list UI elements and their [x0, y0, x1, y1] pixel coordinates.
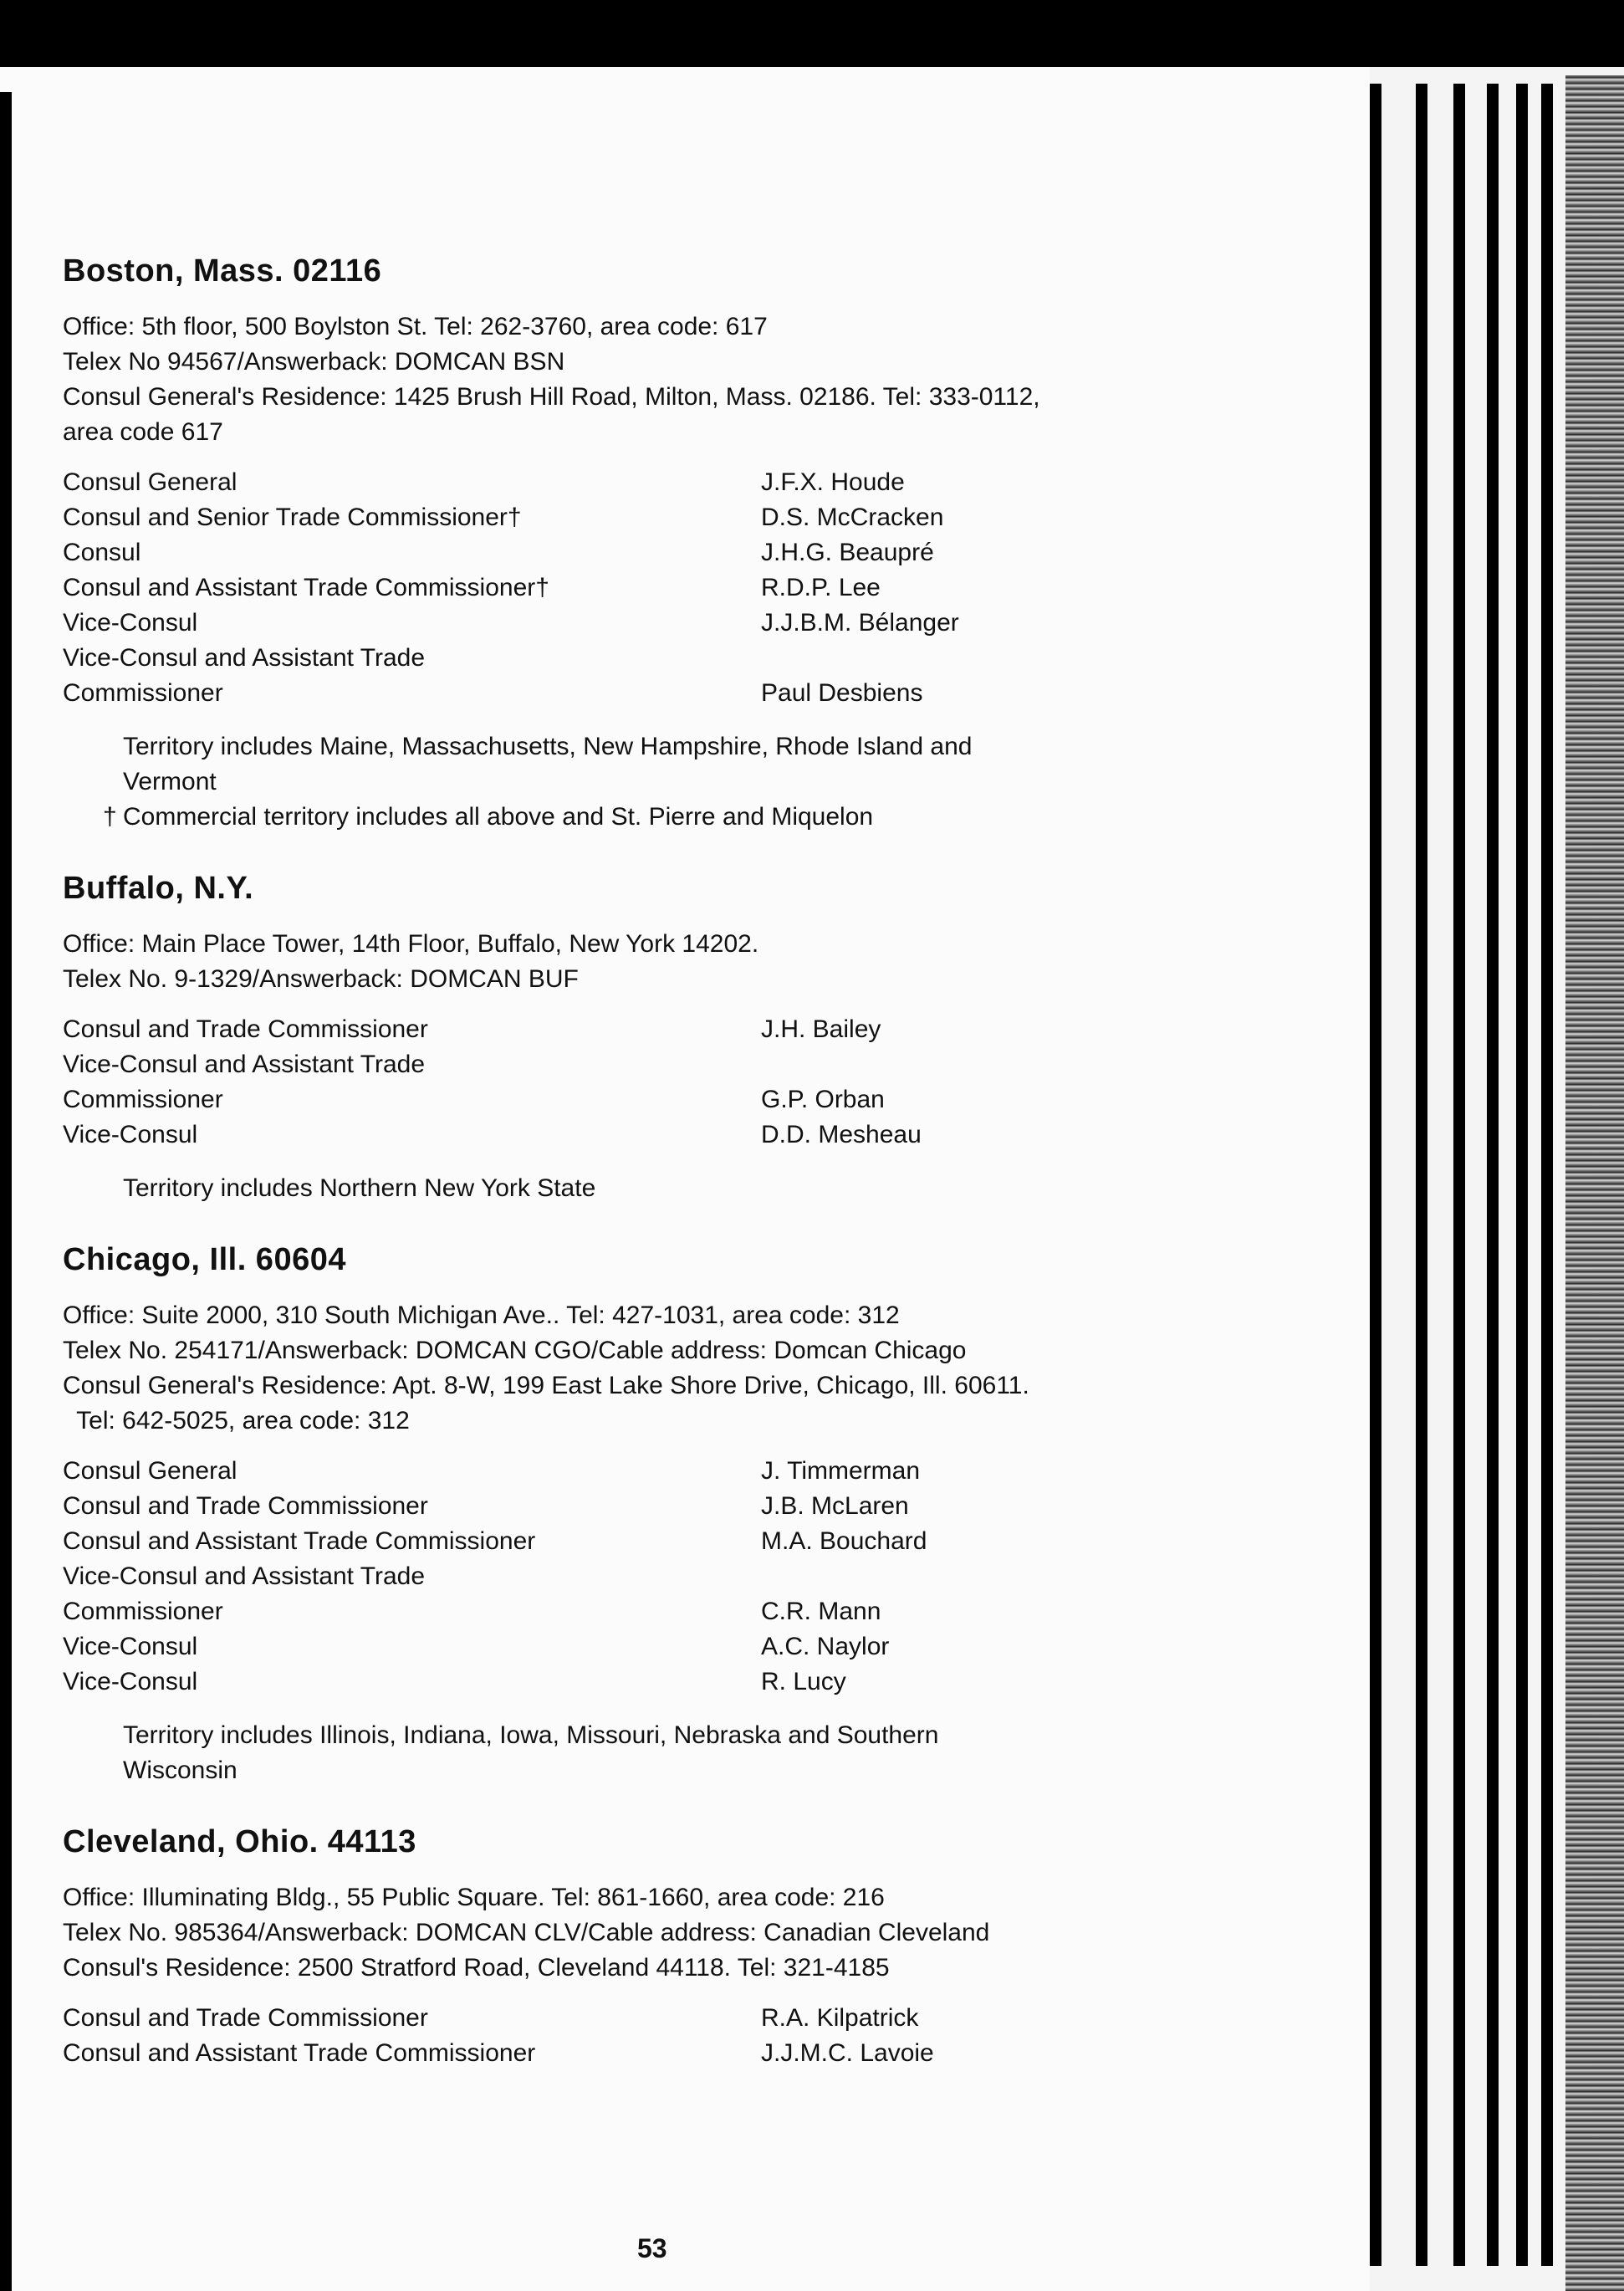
staff-name: R. Lucy [761, 1668, 846, 1695]
info-line: Telex No 94567/Answerback: DOMCAN BSN [63, 348, 565, 376]
staff-title: Consul and Assistant Trade Commissioner [63, 1527, 536, 1555]
staff-name: J.J.B.M. Bélanger [761, 609, 959, 637]
staff-title: Vice-Consul [63, 609, 198, 637]
territory-note: Territory includes Northern New York State [123, 1174, 596, 1202]
section-heading: Buffalo, N.Y. [63, 871, 254, 906]
book-page-stack [1370, 67, 1624, 2291]
staff-title: Vice-Consul and Assistant Trade [63, 644, 426, 672]
staff-name: D.S. McCracken [761, 504, 944, 531]
info-line: Consul's Residence: 2500 Stratford Road, Cleveland 44118. Tel: 321-4185 [63, 1954, 890, 1982]
info-line: Telex No. 9-1329/Answerback: DOMCAN BUF [63, 965, 579, 993]
territory-note: Territory includes Maine, Massachusetts, New Hampshire, Rhode Island and [123, 733, 973, 760]
staff-title: Vice-Consul [63, 1668, 198, 1695]
dagger-mark: † [103, 803, 117, 831]
staff-name: J. Timmerman [761, 1457, 921, 1485]
staff-row [63, 606, 1250, 641]
section-heading: Chicago, Ill. 60604 [63, 1242, 346, 1277]
info-line: Office: Illuminating Bldg., 55 Public Square. Tel: 861-1660, area code: 216 [63, 1884, 885, 1911]
section-chicago [63, 1240, 1250, 1788]
staff-name [761, 1559, 1250, 1594]
staff-list [63, 465, 1250, 711]
staff-row [63, 1012, 1250, 1047]
staff-row [63, 1524, 1250, 1559]
info-line: Telex No. 985364/Answerback: DOMCAN CLV/Cable address: Canadian Cleveland [63, 1919, 990, 1946]
staff-name: J.B. McLaren [761, 1492, 909, 1520]
info-line: area code 617 [63, 418, 223, 446]
staff-list [63, 2001, 1250, 2071]
section-cleveland [63, 1822, 1250, 2071]
staff-name: R.A. Kilpatrick [761, 2004, 919, 2032]
staff-title: Vice-Consul [63, 1633, 198, 1660]
commercial-territory-note [63, 800, 1190, 835]
staff-name [761, 1047, 1250, 1082]
staff-name [761, 641, 1250, 676]
office-info [63, 927, 1250, 997]
staff-row [63, 535, 1250, 570]
staff-row [63, 676, 1250, 711]
info-line: Tel: 642-5025, area code: 312 [63, 1407, 410, 1434]
staff-row [63, 1559, 1250, 1594]
staff-row [63, 1047, 1250, 1082]
staff-title: Consul [63, 539, 141, 566]
staff-name: J.J.M.C. Lavoie [761, 2039, 934, 2067]
staff-row [63, 465, 1250, 500]
staff-title: Consul and Trade Commissioner [63, 1015, 428, 1043]
section-buffalo [63, 868, 1250, 1206]
territory-note: Vermont [123, 768, 217, 795]
staff-name: Paul Desbiens [761, 679, 923, 707]
staff-name: M.A. Bouchard [761, 1527, 927, 1555]
office-info [63, 309, 1250, 450]
staff-row [63, 1594, 1250, 1629]
staff-title: Vice-Consul and Assistant Trade [63, 1051, 426, 1078]
staff-title: Consul General [63, 1457, 237, 1485]
staff-row [63, 2036, 1250, 2071]
staff-row [63, 1117, 1250, 1153]
staff-title: Consul and Trade Commissioner [63, 1492, 428, 1520]
info-line: Office: 5th floor, 500 Boylston St. Tel: 262-3760, area code: 617 [63, 313, 768, 340]
staff-title: Vice-Consul [63, 1121, 198, 1148]
staff-name: R.D.P. Lee [761, 574, 881, 601]
staff-row [63, 570, 1250, 606]
staff-title: Consul General [63, 468, 237, 496]
staff-row [63, 1454, 1250, 1489]
dagger-note-text: Commercial territory includes all above and St. Pierre and Miquelon [123, 803, 874, 831]
info-line: Office: Suite 2000, 310 South Michigan Ave.. Tel: 427-1031, area code: 312 [63, 1301, 900, 1329]
section-boston [63, 251, 1250, 835]
staff-row [63, 1082, 1250, 1117]
staff-row [63, 641, 1250, 676]
section-heading: Boston, Mass. 02116 [63, 253, 382, 289]
section-heading: Cleveland, Ohio. 44113 [63, 1824, 416, 1859]
staff-row [63, 500, 1250, 535]
staff-list [63, 1012, 1250, 1153]
staff-title: Commissioner [63, 1598, 223, 1625]
staff-name: G.P. Orban [761, 1086, 885, 1113]
office-info [63, 1880, 1250, 1986]
info-line: Consul General's Residence: Apt. 8-W, 199 East Lake Shore Drive, Chicago, Ill. 60611. [63, 1372, 1029, 1399]
staff-title: Vice-Consul and Assistant Trade [63, 1562, 426, 1590]
staff-name: J.H. Bailey [761, 1015, 881, 1043]
info-line: Office: Main Place Tower, 14th Floor, Buffalo, New York 14202. [63, 930, 759, 958]
info-line: Telex No. 254171/Answerback: DOMCAN CGO/Cable address: Domcan Chicago [63, 1337, 967, 1364]
page-number: 53 [637, 2233, 667, 2263]
staff-row [63, 1665, 1250, 1700]
territory-note: Territory includes Illinois, Indiana, Iowa, Missouri, Nebraska and Southern [123, 1721, 939, 1749]
territory-note: Wisconsin [123, 1757, 237, 1784]
staff-name: D.D. Mesheau [761, 1121, 922, 1148]
staff-name: C.R. Mann [761, 1598, 881, 1625]
staff-title: Consul and Assistant Trade Commissioner [63, 2039, 536, 2067]
staff-title: Consul and Senior Trade Commissioner† [63, 504, 522, 531]
info-line: Consul General's Residence: 1425 Brush Hill Road, Milton, Mass. 02186. Tel: 333-0112, [63, 383, 1040, 411]
staff-name: J.F.X. Houde [761, 468, 905, 496]
page-left-edge [0, 92, 12, 2291]
staff-list [63, 1454, 1250, 1700]
office-info [63, 1298, 1250, 1439]
staff-title: Consul and Assistant Trade Commissioner† [63, 574, 549, 601]
staff-title: Consul and Trade Commissioner [63, 2004, 428, 2032]
directory-content [63, 251, 1250, 2104]
staff-row [63, 1489, 1250, 1524]
staff-row [63, 2001, 1250, 2036]
staff-row [63, 1629, 1250, 1665]
staff-name: A.C. Naylor [761, 1633, 890, 1660]
staff-name: J.H.G. Beaupré [761, 539, 934, 566]
staff-title: Commissioner [63, 679, 223, 707]
staff-title: Commissioner [63, 1086, 223, 1113]
